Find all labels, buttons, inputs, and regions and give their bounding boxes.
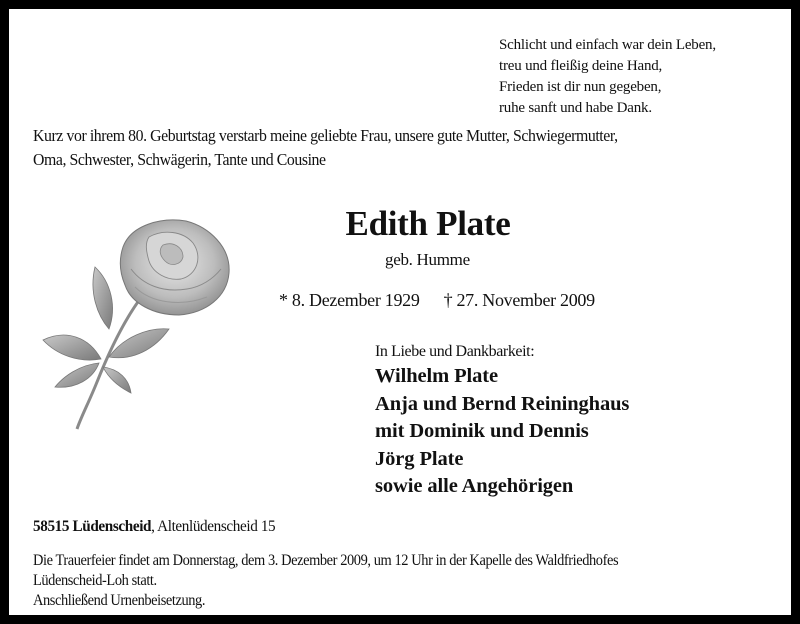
intro-text <box>33 124 618 172</box>
address-street: , Altenlüdenscheid 15 <box>151 518 276 535</box>
life-dates <box>279 288 595 312</box>
mourner-name: sowie alle Angehörigen <box>375 475 574 497</box>
address-city: 58515 Lüdenscheid <box>33 518 152 535</box>
poem-line: Schlicht und einfach war dein Leben, <box>499 37 716 53</box>
poem-line: Frieden ist dir nun gegeben, <box>499 79 662 95</box>
poem-line: ruhe sanft und habe Dank. <box>499 100 652 116</box>
address <box>33 516 275 538</box>
death-date: † 27. November 2009 <box>443 290 595 310</box>
mourners-heading: In Liebe und Dankbarkeit: <box>375 343 535 360</box>
obituary-card <box>9 9 791 615</box>
intro-line: Kurz vor ihrem 80. Geburtstag verstarb meine geliebte Frau, unsere gute Mutter, Schwiegermutter, <box>33 126 618 145</box>
poem-line: treu und fleißig deine Hand, <box>499 58 663 74</box>
funeral-line: Die Trauerfeier findet am Donnerstag, dem 3. Dezember 2009, um 12 Uhr in der Kapelle des Waldfriedhofes <box>33 552 619 569</box>
mourner-name: Wilhelm Plate <box>375 365 499 387</box>
intro-line: Oma, Schwester, Schwägerin, Tante und Cousine <box>33 150 326 169</box>
funeral-line: Lüdenscheid-Loh statt. <box>33 572 157 589</box>
maiden-name: geb. Humme <box>385 250 470 269</box>
mourners-list <box>375 363 629 501</box>
birth-date: * 8. Dezember 1929 <box>279 290 420 310</box>
deceased-name: Edith Plate <box>345 204 511 243</box>
poem <box>499 35 716 119</box>
mourner-name: Anja und Bernd Reininghaus <box>375 392 630 415</box>
funeral-line: Anschließend Urnenbeisetzung. <box>33 592 206 609</box>
mourner-name: mit Dominik und Dennis <box>375 420 589 442</box>
funeral-notice <box>33 551 618 611</box>
mourner-name: Jörg Plate <box>375 447 464 470</box>
